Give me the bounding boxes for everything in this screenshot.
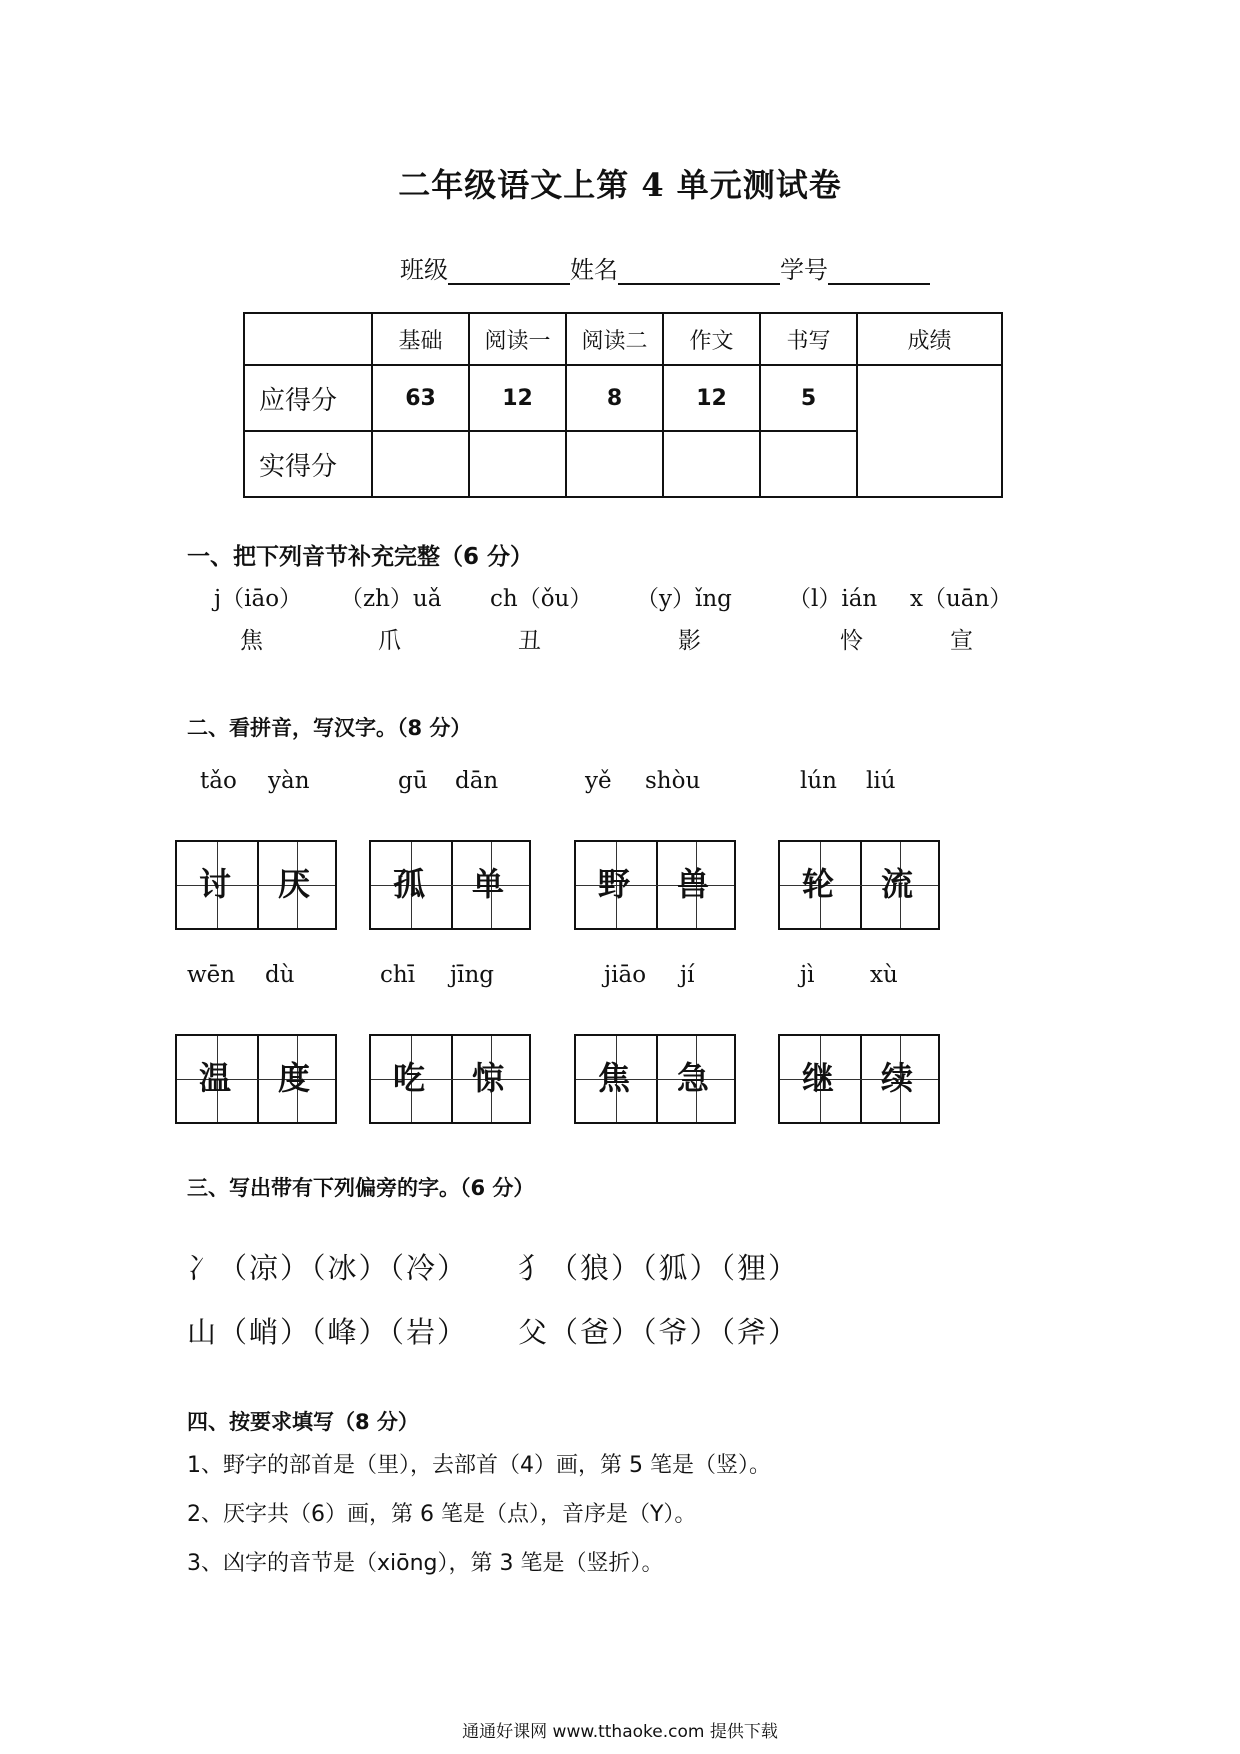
number-field[interactable] (828, 257, 930, 285)
row-label-expected: 应得分 (244, 365, 372, 431)
word-pinyin: dān (455, 768, 499, 794)
actual-score-cell[interactable] (566, 431, 663, 497)
name-field[interactable] (618, 257, 780, 285)
syllable-pinyin: （l）ián (788, 586, 878, 612)
actual-score-cell[interactable] (469, 431, 566, 497)
header-reading-2: 阅读二 (566, 313, 663, 365)
radical-answer: 冫（凉）（冰）（冷） (187, 1251, 469, 1285)
syllable-pinyin: （y）ǐng (636, 586, 732, 612)
word-pinyin: jīng (450, 962, 495, 988)
expected-score: 12 (469, 365, 566, 431)
syllable-pinyin: x（uān） (910, 586, 1013, 612)
syllable-pinyin: j（iāo） (214, 586, 303, 612)
section4-heading: 四、按要求填写（8 分） (187, 1410, 419, 1434)
syllable-hanzi: 影 (678, 628, 701, 654)
word-pinyin: lún (800, 768, 837, 794)
word-pinyin: chī (380, 962, 416, 988)
expected-score: 63 (372, 365, 469, 431)
character-grid[interactable] (778, 840, 940, 930)
character-grid[interactable] (369, 840, 531, 930)
student-info (400, 250, 930, 285)
actual-score-cell[interactable] (372, 431, 469, 497)
class-field[interactable] (448, 257, 570, 285)
grid-character: 讨 (199, 865, 232, 903)
class-label: 班级 (400, 256, 448, 284)
expected-score: 12 (663, 365, 760, 431)
character-grid[interactable] (778, 1034, 940, 1124)
word-pinyin: liú (866, 768, 896, 794)
character-grid[interactable] (175, 840, 337, 930)
grid-character: 野 (598, 865, 631, 903)
expected-score: 8 (566, 365, 663, 431)
word-pinyin: jì (800, 962, 815, 988)
name-label: 姓名 (570, 256, 618, 284)
radical-answer: 山（峭）（峰）（岩） (187, 1315, 469, 1349)
grade-cell[interactable] (857, 365, 1002, 497)
actual-score-cell[interactable] (760, 431, 857, 497)
word-pinyin: wēn (187, 962, 236, 988)
word-pinyin: xù (870, 962, 898, 988)
grid-character: 孤 (393, 865, 426, 903)
grid-character: 惊 (472, 1059, 505, 1097)
grid-character: 兽 (677, 865, 710, 903)
grid-character: 单 (472, 865, 505, 903)
row-label-actual: 实得分 (244, 431, 372, 497)
word-pinyin: gū (398, 768, 428, 794)
grid-character: 继 (802, 1059, 835, 1097)
word-pinyin: shòu (645, 768, 701, 794)
grid-character: 轮 (802, 865, 835, 903)
page-footer: 通通好课网 www.tthaoke.com 提供下载 (462, 1722, 778, 1742)
section1-heading: 一、把下列音节补充完整（6 分） (187, 544, 534, 570)
fill-in-line: 1、野字的部首是（里），去部首（4）画，第 5 笔是（竖）。 (187, 1453, 771, 1478)
character-grid[interactable] (175, 1034, 337, 1124)
syllable-pinyin: （zh）uǎ (340, 586, 442, 612)
grid-character: 焦 (598, 1059, 631, 1097)
syllable-hanzi: 焦 (240, 628, 263, 654)
grid-character: 厌 (278, 865, 311, 903)
score-table (243, 312, 1003, 498)
character-grid[interactable] (574, 840, 736, 930)
syllable-pinyin: ch（ǒu） (490, 586, 593, 612)
grid-character: 度 (278, 1059, 311, 1097)
header-basic: 基础 (372, 313, 469, 365)
actual-score-cell[interactable] (663, 431, 760, 497)
grid-character: 吃 (393, 1059, 426, 1097)
word-pinyin: yàn (268, 768, 310, 794)
word-pinyin: yě (585, 768, 612, 794)
grid-character: 温 (199, 1059, 232, 1097)
syllable-hanzi: 宣 (950, 628, 973, 654)
fill-in-line: 3、凶字的音节是（xiōng），第 3 笔是（竖折）。 (187, 1551, 664, 1576)
word-pinyin: dù (265, 962, 295, 988)
word-pinyin: tǎo (200, 768, 237, 794)
grid-character: 续 (881, 1059, 914, 1097)
section2-heading: 二、看拼音，写汉字。（8 分） (187, 716, 472, 740)
syllable-hanzi: 怜 (840, 628, 863, 654)
radical-answer: 犭（狼）（狐）（狸） (518, 1251, 800, 1285)
fill-in-line: 2、厌字共（6）画，第 6 笔是（点），音序是（Y）。 (187, 1502, 697, 1527)
score-table-corner (244, 313, 372, 365)
page-title: 二年级语文上第 4 单元测试卷 (398, 166, 842, 204)
syllable-hanzi: 丑 (518, 628, 541, 654)
header-reading-1: 阅读一 (469, 313, 566, 365)
header-grade: 成绩 (857, 313, 1002, 365)
grid-character: 流 (881, 865, 914, 903)
character-grid[interactable] (369, 1034, 531, 1124)
radical-answer: 父（爸）（爷）（斧） (518, 1315, 800, 1349)
number-label: 学号 (780, 256, 828, 284)
syllable-hanzi: 爪 (378, 628, 401, 654)
header-handwriting: 书写 (760, 313, 857, 365)
section3-heading: 三、写出带有下列偏旁的字。（6 分） (187, 1176, 535, 1200)
word-pinyin: jí (680, 962, 695, 988)
word-pinyin: jiāo (604, 962, 647, 988)
expected-score: 5 (760, 365, 857, 431)
character-grid[interactable] (574, 1034, 736, 1124)
header-composition: 作文 (663, 313, 760, 365)
grid-character: 急 (677, 1059, 710, 1097)
